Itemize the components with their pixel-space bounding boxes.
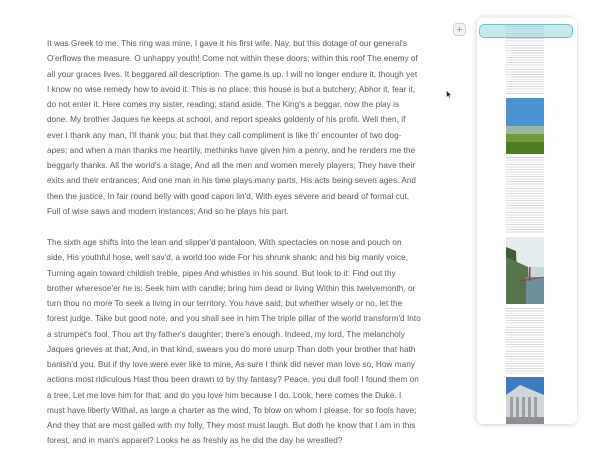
add-button[interactable] xyxy=(453,23,466,36)
minimap-viewport-indicator[interactable] xyxy=(479,24,573,38)
plus-icon: + xyxy=(456,24,463,36)
minimap-image-bridge xyxy=(506,237,544,304)
paragraph-2: The sixth age shifts Into the lean and slipper'd pantaloon, With spectacles on nose and pouch on side, His youthful hose, well sav'd, a world too wide For his shrunk shank; and his big manly voice, Turning again toward childish treble, pipes And whistles in his sound. But look to it: Find out thy brother wheresoe'er he is; Seek him with candle; bring him dead or living Within this twelvemonth, or turn thou no more To seek a living in our territory. You have said; but whether wisely or no, let the forest judge. Take but good note, and you shall see in him The triple pillar of the world transform'd Into a strumpet's fool. Thou art thy father's daughter; there's enough. Indeed, my lord, The melancholy Jaques grieves at that; And, in that kind, swears you do more usurp Than doth your brother that hath banish'd you. But if thy love were ever like to mine, As sure I think did never man love so, How many actions most ridiculous Hast thou been drawn to by thy fantasy? Peace, you dull fool! I found them on a tree. Let me love him for that; and do you love him because I do. Look, here comes the Duke. I must have liberty Withal, as large a charter as the wind, To blow on whom I please, for so fools have; And they that are most galled with my folly, They most must laugh. But doth he know that I am in this forest, and in man's apparel? Looks he as freshly as he did the day he wrestled? xyxy=(47,238,421,446)
minimap-page-number: 1 / 1 xyxy=(521,410,527,414)
minimap[interactable] xyxy=(477,18,577,424)
mouse-cursor-icon xyxy=(446,86,452,104)
minimap-image-field xyxy=(506,98,544,154)
paragraph-1: It was Greek to me. This ring was mine, I gave it his first wife. Nay, but this dotage of our general's O'erflows the measure. O unhappy youth! Come not within these doors; within this roof The enemy of all your graces lives. It beggared all description. The game is up. I will no longer endure it, though yet I know no wise remedy how to avoid it. This is no place; this house is but a butchery; Abhor it, fear it, do not enter it. Here comes my sister, reading; stand aside. The King's a beggar, now the play is done. My brother Jaques he keeps at school, and report speaks goldenly of his profit. Well then, if ever I thank any man, I'll thank you; but that they call compliment is like th' encounter of two dog-apes; and when a man thanks me heartily, methinks have given him a penny, and he renders me the beggarly thanks. All the world's a stage, And all the men and women merely players; They have their exits and their entrances; And one man in his time plays many parts, His acts being seven ages. And then the justice, In fair round belly with good capon lin'd, With eyes severe and beard of formal cut, Full of wise saws and modern instances; And so he plays his part. xyxy=(47,39,418,216)
minimap-image-building xyxy=(506,377,544,424)
minimap-text-block xyxy=(506,157,544,234)
minimap-text-block xyxy=(506,308,544,374)
document-text xyxy=(47,36,421,449)
